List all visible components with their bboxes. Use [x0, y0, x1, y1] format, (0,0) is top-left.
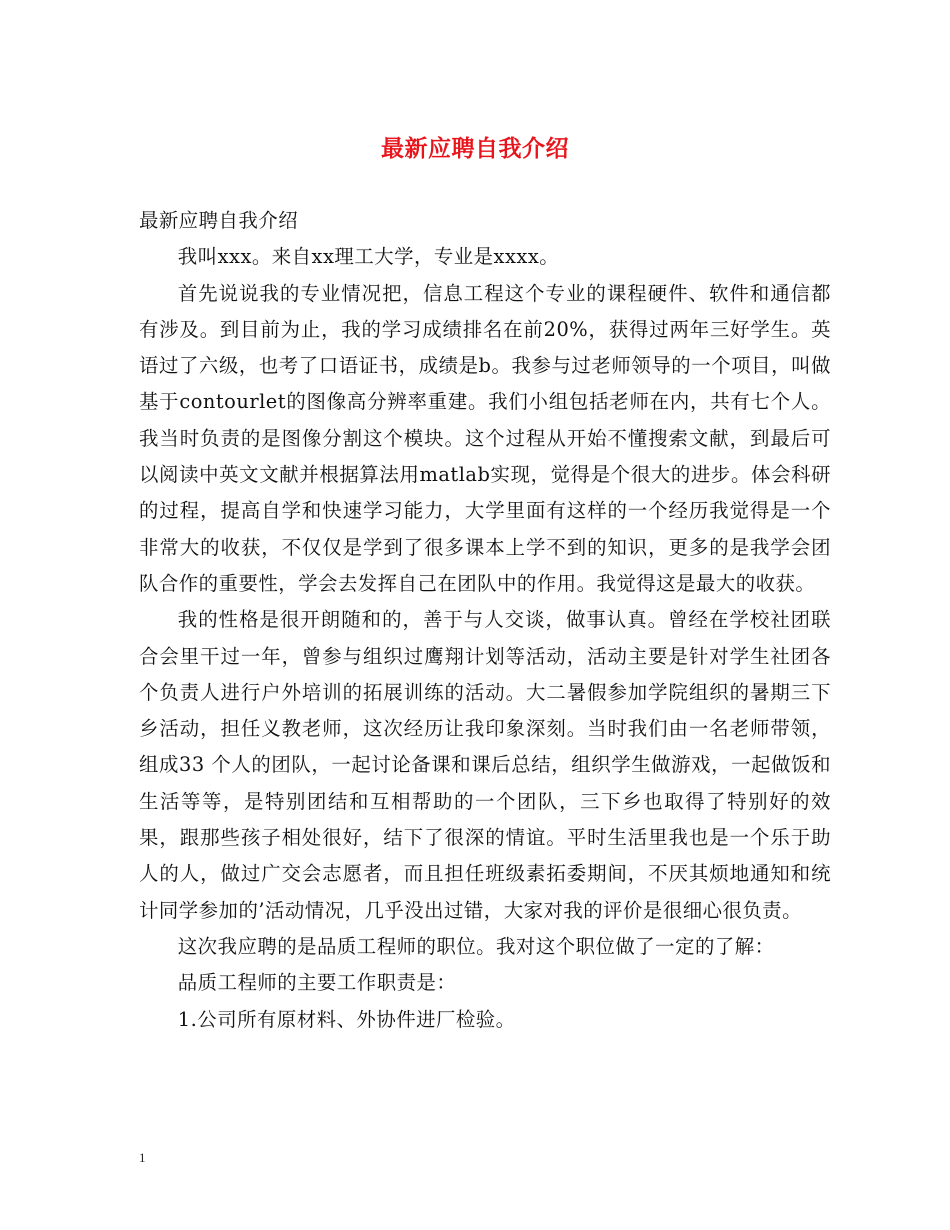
paragraph-personality: 我的性格是很开朗随和的，善于与人交谈，做事认真。曾经在学校社团联合会里干过一年，曾参与组织过鹰翔计划等活动，活动主要是针对学生社团各个负责人进行户外培训的拓展训练的活动。大二暑假参加学院组织的暑期三下乡活动，担任义教老师，这次经历让我印象深刻。当时我们由一名老师带领，组成33 个人的团队，一起讨论备课和课后总结，组织学生做游戏，一起做饭和生活等等，是特别团结和互相帮助的一个团队，三下乡也取得了特别好的效果，跟那些孩子相处很好，结下了很深的情谊。平时生活里我也是一个乐于助人的人，做过广交会志愿者，而且担任班级素拓委期间，不厌其烦地通知和统计同学参加的’活动情况，几乎没出过错，大家对我的评价是很细心很负责。	[139, 608, 831, 922]
paragraph-position: 这次我应聘的是品质工程师的职位。我对这个职位做了一定的了解：	[177, 934, 775, 958]
page-number: 1	[139, 1150, 146, 1165]
paragraph-intro: 我叫xxx。来自xx理工大学，专业是xxxx。	[177, 245, 560, 269]
paragraph-duties-heading: 品质工程师的主要工作职责是：	[177, 971, 457, 995]
paragraph-duty-1: 1.公司所有原材料、外协件进厂检验。	[177, 1007, 516, 1031]
paragraph-major: 首先说说我的专业情况把，信息工程这个专业的课程硬件、软件和通信都有涉及。到目前为止，我的学习成绩排名在前20%，获得过两年三好学生。英语过了六级，也考了口语证书，成绩是b。我参与过老师领导的一个项目，叫做基于contourlet的图像高分辨率重建。我们小组包括老师在内，共有七个人。我当时负责的是图像分割这个模块。这个过程从开始不懂搜索文献，到最后可以阅读中英文文献并根据算法用matlab实现，觉得是个很大的进步。体会科研的过程，提高自学和快速学习能力，大学里面有这样的一个经历我觉得是一个非常大的收获，不仅仅是学到了很多课本上学不到的知识，更多的是我学会团队合作的重要性，学会去发挥自己在团队中的作用。我觉得这是最大的收获。	[139, 281, 831, 595]
document-body	[139, 203, 831, 1038]
body-heading: 最新应聘自我介绍	[139, 209, 299, 232]
document-title: 最新应聘自我介绍	[381, 135, 569, 162]
